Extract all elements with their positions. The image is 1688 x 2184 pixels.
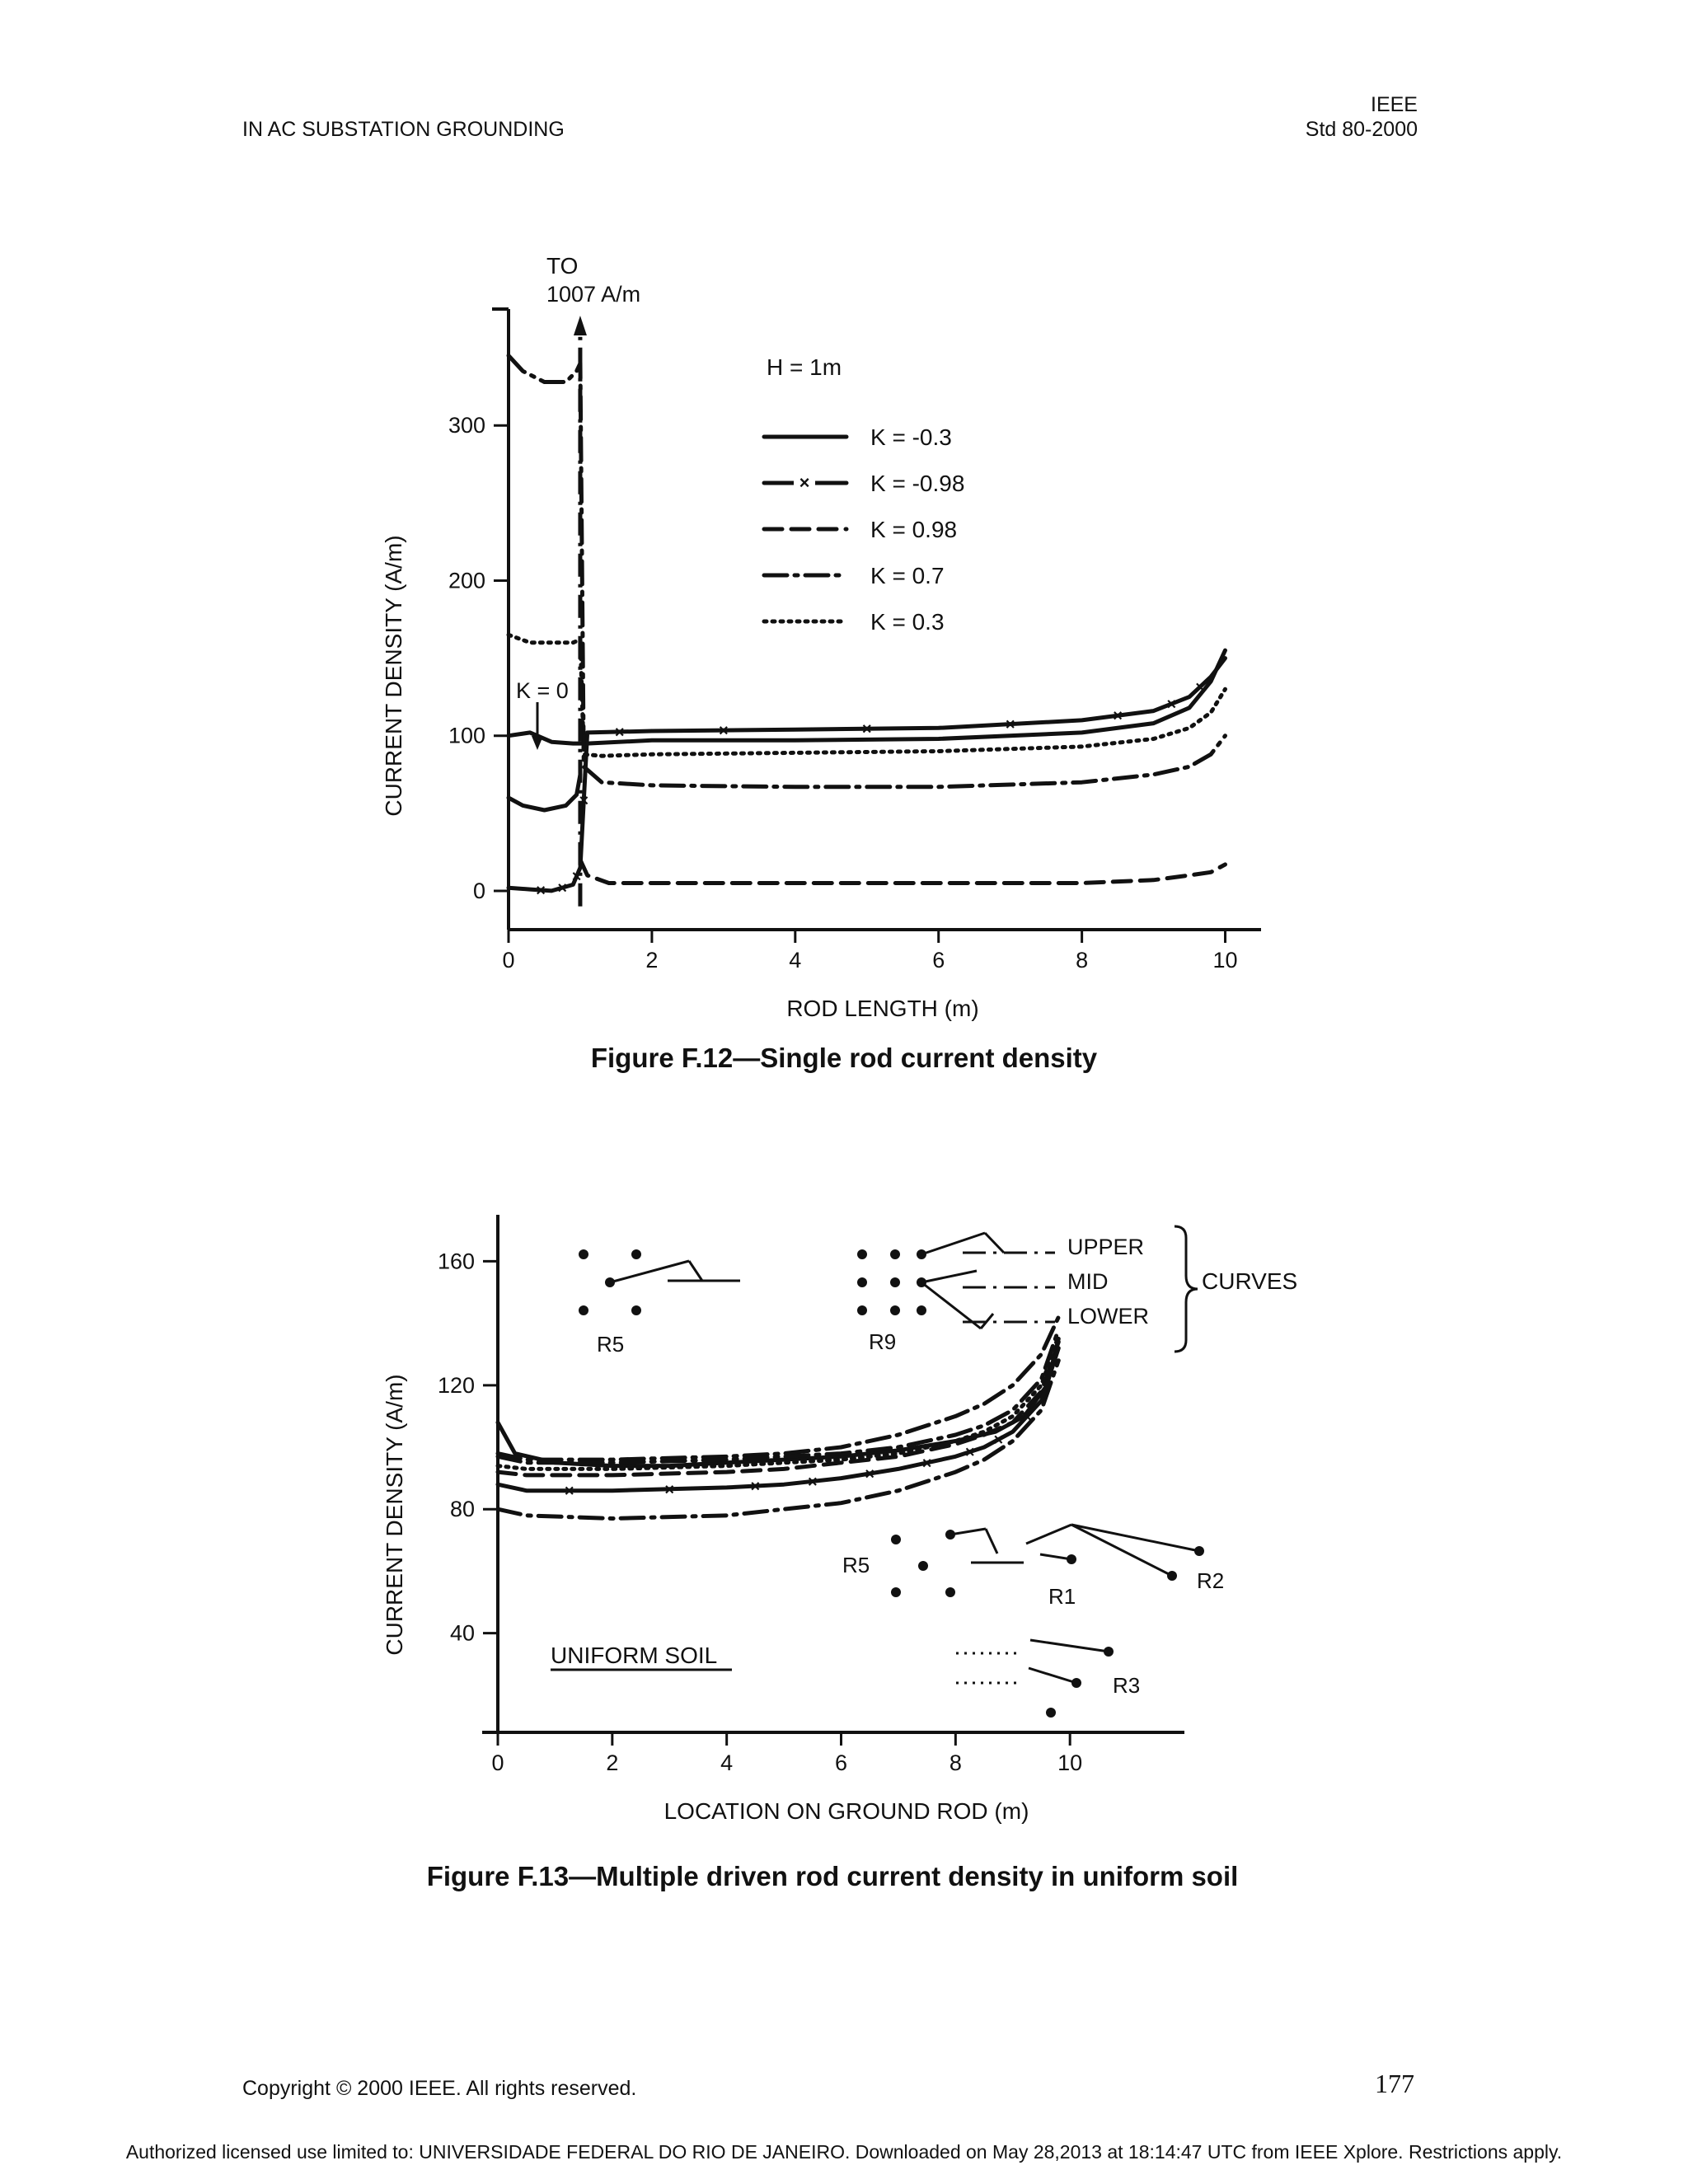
rod-dot [1046, 1708, 1056, 1718]
x-tick-label: 8 [1076, 948, 1089, 972]
series-x-marker: × [1166, 696, 1177, 715]
series-x-marker: × [579, 791, 589, 810]
f13-axes [438, 1215, 1184, 1775]
x-tick-label: 4 [789, 948, 802, 972]
series-line-r9-mid [498, 1329, 1058, 1463]
x-tick-label: 0 [502, 948, 515, 972]
legend-label: K = -0.3 [870, 424, 952, 450]
rod-dot [917, 1305, 926, 1315]
x-tick-label: 4 [720, 1750, 734, 1775]
series-x-marker: × [536, 881, 546, 900]
series-x-marker: × [993, 1431, 1004, 1450]
f12-k0-label: K = 0 [516, 678, 569, 703]
x-tick-label: 6 [834, 1750, 848, 1775]
f13-r5-top-label: R5 [597, 1332, 625, 1357]
x-tick-label: 2 [606, 1750, 619, 1775]
f12-top-note-line1: TO [546, 253, 579, 279]
copyright-notice: Copyright © 2000 IEEE. All rights reserved. [242, 2077, 637, 2100]
figure-f12-caption: Figure F.12—Single rod current density [590, 1043, 1098, 1073]
rod-pointer [689, 1261, 702, 1281]
f13-soil-label: UNIFORM SOIL [551, 1643, 718, 1668]
rod-pointer [1071, 1525, 1199, 1551]
series-x-marker: × [614, 723, 625, 742]
f13-x-label: LOCATION ON GROUND ROD (m) [663, 1798, 1029, 1824]
y-tick-label: 160 [437, 1249, 475, 1274]
f13-lower-label: LOWER [1067, 1304, 1150, 1329]
page-number: 177 [1375, 2069, 1414, 2098]
rod-dot [890, 1249, 900, 1259]
rod-dot [579, 1249, 588, 1259]
running-header-left: IN AC SUBSTATION GROUNDING [242, 118, 565, 141]
rod-dot [891, 1535, 901, 1544]
f13-series [498, 1317, 1058, 1518]
header-std: Std 80-2000 [1305, 118, 1418, 141]
rod-pointer [1029, 1668, 1076, 1683]
rod-pointer [985, 1233, 1004, 1253]
legend-label: K = 0.3 [870, 609, 945, 635]
f13-r9-label: R9 [869, 1329, 897, 1354]
y-tick-label: 120 [437, 1372, 475, 1398]
series-x-marker: × [557, 879, 568, 898]
series-x-marker: × [571, 868, 582, 887]
series-x-marker: × [719, 722, 729, 741]
legend-x-marker: × [799, 472, 810, 493]
rod-dot [891, 1587, 901, 1597]
series-x-marker: × [564, 1482, 574, 1501]
x-tick-label: 0 [491, 1750, 504, 1775]
x-tick-label: 10 [1212, 948, 1238, 972]
series-x-marker: × [1022, 1408, 1032, 1427]
rod-pointer [1030, 1640, 1109, 1652]
rod-dot [857, 1277, 867, 1287]
series-x-marker: × [664, 1480, 675, 1499]
f12-top-note-line2: 1007 A/m [546, 282, 641, 307]
rod-pointer [921, 1233, 985, 1254]
y-tick-label: 100 [448, 723, 485, 748]
rod-dot [631, 1305, 641, 1315]
series-x-marker: × [807, 1473, 818, 1492]
rod-dot [857, 1249, 867, 1259]
rod-pointer [610, 1261, 689, 1282]
series-x-marker: × [750, 1478, 761, 1497]
series-x-marker: × [861, 720, 872, 739]
f13-y-label: CURRENT DENSITY (A/m) [382, 1374, 407, 1656]
legend-label: K = 0.98 [870, 517, 958, 542]
rod-dot [1071, 1678, 1081, 1688]
f12-y-label: CURRENT DENSITY (A/m) [381, 535, 406, 817]
f13-mid-label: MID [1067, 1269, 1109, 1294]
rod-dot [918, 1561, 928, 1571]
y-tick-label: 40 [449, 1620, 475, 1646]
rod-pointer [921, 1271, 977, 1282]
rod-pointer [1026, 1525, 1071, 1544]
x-tick-label: 8 [949, 1750, 962, 1775]
rod-dot [1194, 1546, 1204, 1556]
f13-r3-label: R3 [1113, 1673, 1141, 1698]
f12-param-label: H = 1m [767, 354, 842, 380]
rod-pointer [1071, 1525, 1172, 1576]
rod-dot [890, 1305, 900, 1315]
rod-dot [890, 1277, 900, 1287]
series-x-marker: × [1195, 678, 1205, 697]
series-x-marker: × [865, 1465, 875, 1483]
rod-dot [631, 1249, 641, 1259]
series-x-marker: × [964, 1443, 975, 1462]
f13-r5-mid-label: R5 [842, 1553, 870, 1577]
f12-x-label: ROD LENGTH (m) [786, 996, 979, 1021]
legend-label: K = -0.98 [870, 471, 965, 496]
x-tick-label: 10 [1057, 1750, 1083, 1775]
rod-dot [1067, 1554, 1076, 1564]
authorization-notice: Authorized licensed use limited to: UNIVERSIDADE FEDERAL DO RIO DE JANEIRO. Downloaded on May 28,2013 at 18:14:47 UTC from IEEE Xplore. Restrictions apply. [125, 2141, 1563, 2163]
header-ieee: IEEE [1371, 93, 1418, 116]
rod-dot [945, 1587, 955, 1597]
f13-upper-label: UPPER [1067, 1235, 1145, 1259]
x-tick-label: 2 [645, 948, 659, 972]
series-x-marker: × [1113, 707, 1123, 726]
y-tick-label: 200 [448, 568, 485, 593]
series-x-marker: × [1005, 715, 1015, 734]
rod-dot [1104, 1647, 1114, 1657]
rod-dot [579, 1305, 588, 1315]
legend-label: K = 0.7 [870, 563, 945, 588]
series-x-marker: × [921, 1454, 932, 1473]
rod-pointer [986, 1529, 997, 1554]
f13-curves-label: CURVES [1202, 1268, 1298, 1294]
y-tick-label: 300 [448, 413, 485, 438]
f13-r1-label: R1 [1048, 1584, 1076, 1609]
rod-dot [1167, 1571, 1177, 1581]
y-tick-label: 0 [472, 878, 485, 903]
figure-f13-caption: Figure F.13—Multiple driven rod current density in uniform soil [426, 1861, 1239, 1891]
curves-brace [1175, 1226, 1198, 1352]
x-tick-label: 6 [932, 948, 945, 972]
f13-r2-label: R2 [1197, 1568, 1225, 1593]
rod-dot [857, 1305, 867, 1315]
y-tick-label: 80 [449, 1497, 475, 1522]
rod-pointer [950, 1529, 986, 1535]
